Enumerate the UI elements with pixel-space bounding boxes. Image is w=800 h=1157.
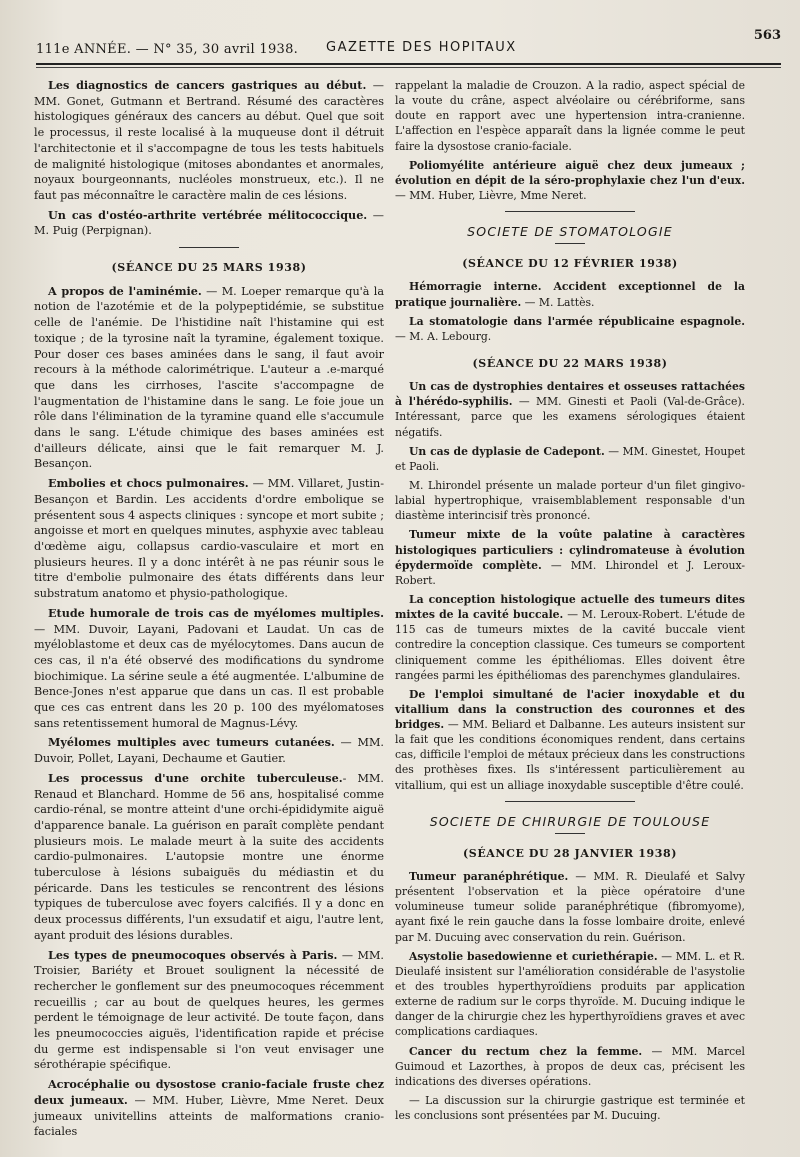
article-acier-vitallium: De l'emploi simultané de l'acier inoxydable et du vitallium dans la construction des couronnes et des bridges. — MM. Beliard et Dalbanne. Les auteurs insistent sur la fait que les conditions économiques rendent, dans certains cas, difficile l'emploi de métaux précieux dans les constructions des prothèses fixes. Ils s'intéressent particulièrement au vitallium, qui est un alliage inoxydable susceptible d'être coulé. [395,687,745,792]
article-dyplasie: Un cas de dyplasie de Cadepont. — MM. Ginestet, Houpet et Paoli. [395,444,745,473]
separator [555,833,585,834]
article-myelomes-cutanees: Myélomes multiples avec tumeurs cutanées. — MM. Duvoir, Pollet, Layani, Dechaume et Gautier. [34,735,384,766]
society-heading: SOCIETE DE CHIRURGIE DE TOULOUSE [429,813,711,829]
article-acrocephalie-cont: rappelant la maladie de Crouzon. A la radio, aspect spécial de la voute du crâne, aspect alvéolaire ou cérébriforme, sans doute en rapport avec une hypertension intra-cranienne. L'affection en l'espèce apparaît dans la lignée comme le peut faire la dysostose cranio-faciale. [395,79,745,153]
header-rule-thin [36,67,781,68]
article-tumeur-paranephretique: Tumeur paranéphrétique. — MM. R. Dieulafé et Salvy présentent l'observation et la pièce opératoire d'une volumineuse tumeur solide paranéphrétique (fibromyome), ayant fixé le rein gauche dans la fosse lombaire droite, enlevé par M. Ducuing avec conservation du rein. Guérison. [395,870,745,944]
page-header [36,28,781,62]
separator [555,243,585,244]
article-hemorragie: Hémorragie interne. Accident exceptionnel de la pratique journalière. — M. Lattès. [395,280,745,309]
separator [179,247,239,248]
article-dystrophies: Un cas de dystrophies dentaires et osseuses rattachées à l'hérédo-syphilis. — MM. Ginesti et Paoli (Val-de-Grâce). Intéressant, parce que les examens sérologiques étaient négatifs. [395,380,745,439]
article-cancer-rectum: Cancer du rectum chez la femme. — MM. Marcel Guimoud et Lazorthes, à propos de deux cas, précisent les indications des diverses opérations. [395,1044,745,1088]
article-conception-histologique: La conception histologique actuelle des tumeurs dites mixtes de la cavité buccale. — M. Leroux-Robert. L'étude de 115 cas de tumeurs mixtes de la cavité buccale vient contredire la conception classique. Ces tumeurs se comportent cliniquement comme les épithéliomas. Elles doivent être rangées parmi les épithéliomas des parenchymes glandulaires. [395,592,745,682]
article-stomatologie-armee: La stomatologie dans l'armée républicaine espagnole. — M. A. Lebourg. [395,314,745,343]
header-rule [36,63,781,65]
journal-title: GAZETTE DES HOPITAUX [326,40,517,55]
left-column [34,78,384,1144]
session-heading: (SÉANCE DU 25 MARS 1938) [111,261,307,275]
article-poliomyelite: Poliomyélite antérieure aiguë chez deux jumeaux ; évolution en dépit de la séro-prophylaxie chez l'un d'eux. — MM. Huber, Lièvre, Mme Neret. [395,158,745,202]
article-cancers-gastriques: Les diagnostics de cancers gastriques au début. — MM. Gonet, Gutmann et Bertrand. Résumé des caractères histologiques généraux des cancers au début. Quel que soit le processus, il reste localisé à la muqueuse dont il détruit l'architectonie et il s'accompagne de tous les tests habituels de malignité histologique (mitoses abondantes et anormales, noyaux bourgeonnants, nucléoles monstrueux, etc.). Il ne faut pas méconnaître le caractère malin de ces lésions. [34,78,384,202]
session-heading: (SÉANCE DU 12 FÉVRIER 1938) [462,257,678,271]
article-myelomes-humorale: Etude humorale de trois cas de myélomes multiples. — MM. Duvoir, Layani, Padovani et Laudat. Un cas de myéloblastome et deux cas de myélocytomes. Dans aucun de ces cas, il n'a été observé des modifications du syndrome biochimique. La sérine seule a été augmentée. L'albumine de Bence-Jones n'est apparue que dans un cas. Il est probable que ces cas entrent dans les 20 p. 100 des myélomatoses sans retentissement humoral de Magnus-Lévy. [34,605,384,730]
article-lhirondel: M. Lhirondel présente un malade porteur d'un filet gingivo-labial hypertrophique, vraisemblablement responsable d'un diastème interincisif très prononcé. [395,478,745,523]
article-asystolie: Asystolie basedowienne et curiethérapie. — MM. L. et R. Dieulafé insistent sur l'amélioration considérable de l'asystolie et des troubles hyperthyroïdiens produits par application externe de radium sur le corps thyroïde. M. Ducuing indique le danger de la chirurgie chez les hyperthyroïdiens graves et avec complications cardiaques. [395,949,745,1039]
society-heading: SOCIETE DE STOMATOLOGIE [467,224,673,240]
separator [505,801,635,802]
article-tumeur-mixte-palatine: Tumeur mixte de la voûte palatine à caractères histologiques particuliers : cylindromateuse à évolution épydermoïde complète. — MM. Lhirondel et J. Leroux-Robert. [395,528,745,587]
article-orchite: Les processus d'une orchite tuberculeuse.- MM. Renaud et Blanchard. Homme de 56 ans, hospitalisé comme cardio-rénal, se montre atteint d'une orchi-épididymite aiguë d'apparence banale. La guérison en paraît complète pendant plusieurs mois. Le malade meurt à la suite des accidents cardio-pulmonaires. L'autopsie montre une énorme tuberculose à lésions subaiguës du médiastin et du péricarde. Dans les testicules se rencontrent des lésions typiques de tuberculose avec foyers calcifiés. Il y a donc en deux processus différents, l'un exsudatif et aigu, l'autre lent, ayant produit des lésions durables. [34,770,384,942]
separator [505,211,635,212]
right-column [395,78,745,1127]
article-aminemie: A propos de l'aminémie. — M. Loeper remarque qu'à la notion de l'azotémie et de la polypeptidémie, se substitue celle de l'anémie. De l'histidine naît l'histamine qui est toxique ; de la tyrosine naît la tyramine, également toxique. Pour doser ces bases aminées dans le sang, il faut avoir recours à la méthode calorimétrique. L'auteur a .e-marqué que dans les cirrhoses, l'ascite s'accompagne de l'augmentation de l'histamine dans le sang. Le foie joue un rôle dans l'élimination de la tyramine quand elle s'accumule dans le sang. L'étude chimique des bases aminées est d'ailleurs délicate, ainsi que le fait remarquer M. J. Besançon. [34,283,384,471]
article-pneumocoques: Les types de pneumocoques observés à Paris. — MM. Troisier, Bariéty et Brouet soulignent la nécessité de rechercher le gonflement sur des pneumocoques récemment recueillis ; car au bout de quelques heures, les germes perdent le témoignage de leur activité. De toute façon, dans les pneumococcies aiguës, l'identification rapide et précise du germe est indispensable si l'on veut envisager une sérothérapie spécifique. [34,947,384,1072]
article-osteo-arthrite: Un cas d'ostéo-arthrite vertébrée mélitococcique. — M. Puig (Perpignan). [34,207,384,238]
issue-info: 111e ANNÉE. — N° 35, 30 avril 1938. [36,42,299,57]
session-heading: (SÉANCE DU 22 MARS 1938) [472,356,668,370]
article-acrocephalie: Acrocéphalie ou dysostose cranio-faciale fruste chez deux jumeaux. — MM. Huber, Lièvre, Mme Neret. Deux jumeaux univitellins atteints de malformations cranio-faciales [34,1077,384,1139]
article-embolies: Embolies et chocs pulmonaires. — MM. Villaret, Justin-Besançon et Bardin. Les accidents d'ordre embolique se présentent sous 4 aspects cliniques : syncope et mort subite ; angoisse et mort en quelques minutes, asphyxie avec tableau d'œdème aigu, collapsus cardio-vasculaire et mort en plusieurs heures. Il y a donc intérêt à ne pas réunir sous le titre d'embolie pulmonaire des états différents dans leur substratum anatomo et physio-pathologique. [34,476,384,601]
session-heading: (SÉANCE DU 28 JANVIER 1938) [462,846,678,860]
page-number: 563 [753,28,781,43]
article-chirurgie-gastrique: — La discussion sur la chirurgie gastrique est terminée et les conclusions sont présentées par M. Ducuing. [395,1094,745,1123]
